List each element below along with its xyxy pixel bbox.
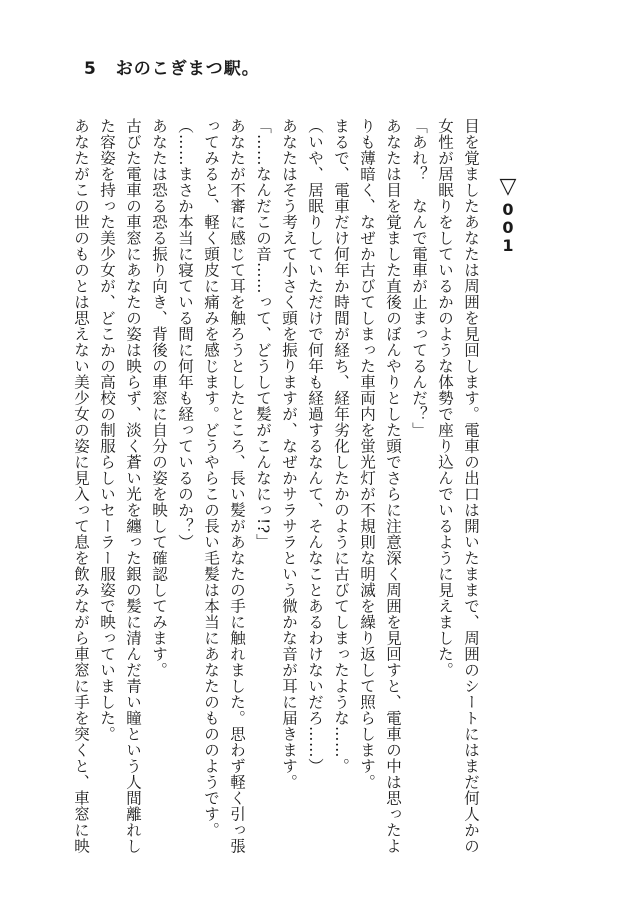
text-line: た容姿を持った美少女が、どこかの高校の制服らしいセーラー服姿で映っていました。 (98, 118, 116, 742)
text-line: ってみると、軽く頭皮に痛みを感じます。どうやらこの長い毛髪は本当にあなたのもののようです。 (202, 118, 220, 838)
chapter-number: 001 (498, 200, 518, 254)
text-line: 古びた電車の車窓にあなたの姿は映らず、淡く蒼い光を纏った銀の髪に清んだ青い瞳という人間離れし (124, 118, 142, 854)
text-line: あなたがこの世のものとは思えない美少女の姿に見入って息を飲みながら車窓に手を突くと、車窓に映 (72, 118, 90, 854)
text-line: あなたは恐る恐る振り向き、背後の車窓に自分の姿を映して確認してみます。 (150, 118, 168, 678)
chapter-marker (484, 176, 532, 254)
text-line: りも薄暗く、なぜか古びてしまった車両内を蛍光灯が不規則な明滅を繰り返して照らします。 (358, 118, 376, 790)
text-line: 目を覚ましたあなたは周囲を見回します。電車の出口は開いたままで、周囲のシートにはまだ何人かの (462, 118, 480, 854)
chapter-title: おのこぎまつ駅。 (115, 59, 260, 79)
text-line: あなたは目を覚ました直後のぼんやりとした頭でさらに注意深く周囲を見回すと、電車の中は思ったよ (384, 118, 402, 854)
text-line: あなたが不審に感じて耳を触ろうとしたところ、長い髪があなたの手に触れました。思わず軽く引っ張 (228, 118, 246, 854)
triangle-down-icon: ▽ (499, 174, 517, 199)
text-line: まるで、電車だけ何年か時間が経ち、経年劣化したかのように古びてしまったような……。 (332, 118, 350, 774)
page-number: 5 (84, 59, 97, 79)
body-text (72, 118, 484, 854)
page-header (84, 54, 260, 79)
text-line: あなたはそう考えて小さく頭を振りますが、なぜかサラサラという微かな音が耳に届きます。 (280, 118, 298, 790)
text-line: （いや、居眠りしていただけで何年も経過するなんて、そんなことあるわけないだろ……） (306, 118, 324, 774)
text-line: 女性が居眠りをしているかのような体勢で座り込んでいるように見えました。 (436, 118, 454, 678)
text-line: 「……なんだこの音……って、どうして髪がこんなにっ!?」 (254, 118, 272, 550)
text-line: 「あれ？ なんで電車が止まってるんだ？」 (410, 118, 428, 438)
text-line: （……まさか本当に寝ている間に何年も経っているのか？） (176, 118, 194, 550)
